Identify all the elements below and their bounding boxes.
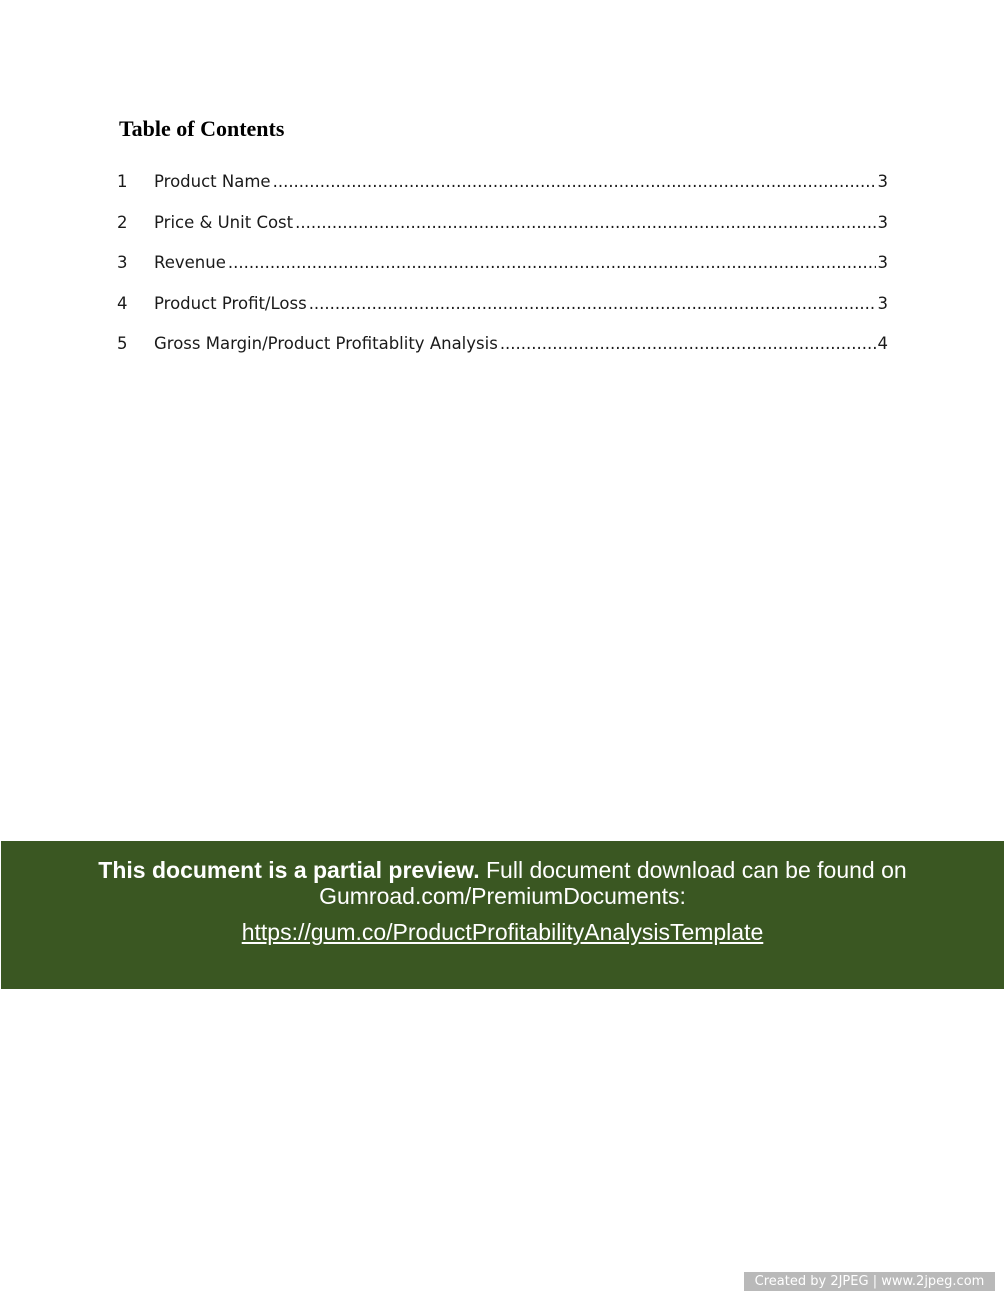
toc-entry-price-unit-cost[interactable] <box>117 213 888 254</box>
toc-entry-label: Product Name <box>154 172 271 191</box>
toc-dot-leader <box>500 334 876 353</box>
banner-message <box>1 857 1004 883</box>
toc-entry-page: 4 <box>877 334 888 354</box>
toc-title: Table of Contents <box>119 116 285 141</box>
toc-entry-number: 3 <box>117 253 128 273</box>
toc-entry-label: Price & Unit Cost <box>154 212 294 232</box>
toc-entry-label: Revenue <box>154 253 226 273</box>
toc-entry-page: 3 <box>877 172 888 191</box>
download-link[interactable]: https://gum.co/ProductProfitabilityAnalysisTemplate <box>241 919 764 945</box>
watermark-badge: Created by 2JPEG | www.2jpeg.com <box>744 1272 995 1291</box>
toc-entry-label: Gross Margin/Product Profitablity Analysis <box>154 334 498 354</box>
toc-entry-revenue[interactable] <box>117 253 888 294</box>
toc-entry-label: Product Profit/Loss <box>154 293 307 313</box>
toc-dot-leader <box>295 213 875 232</box>
toc-dot-leader <box>228 253 876 272</box>
toc-entry-page: 3 <box>877 253 888 273</box>
toc-entry-page: 3 <box>877 293 888 313</box>
toc-entry-number: 1 <box>117 172 128 191</box>
banner-bold-text: This document is a partial preview. <box>98 857 480 883</box>
toc-entry-number: 4 <box>117 293 128 313</box>
toc-dot-leader <box>273 172 876 191</box>
toc-entry-number: 5 <box>117 334 128 354</box>
toc-list <box>117 172 888 375</box>
toc-entry-product-profit-loss[interactable] <box>117 294 888 335</box>
toc-entry-gross-margin[interactable] <box>117 334 888 375</box>
toc-entry-product-name[interactable] <box>117 172 888 213</box>
banner-text-part1: Full document download can be found on <box>479 857 907 883</box>
banner-text-part2: Gumroad.com/PremiumDocuments: <box>319 883 686 909</box>
toc-entry-number: 2 <box>117 212 128 232</box>
toc-dot-leader <box>309 294 876 313</box>
preview-banner <box>1 841 1004 989</box>
toc-entry-page: 3 <box>877 212 888 232</box>
